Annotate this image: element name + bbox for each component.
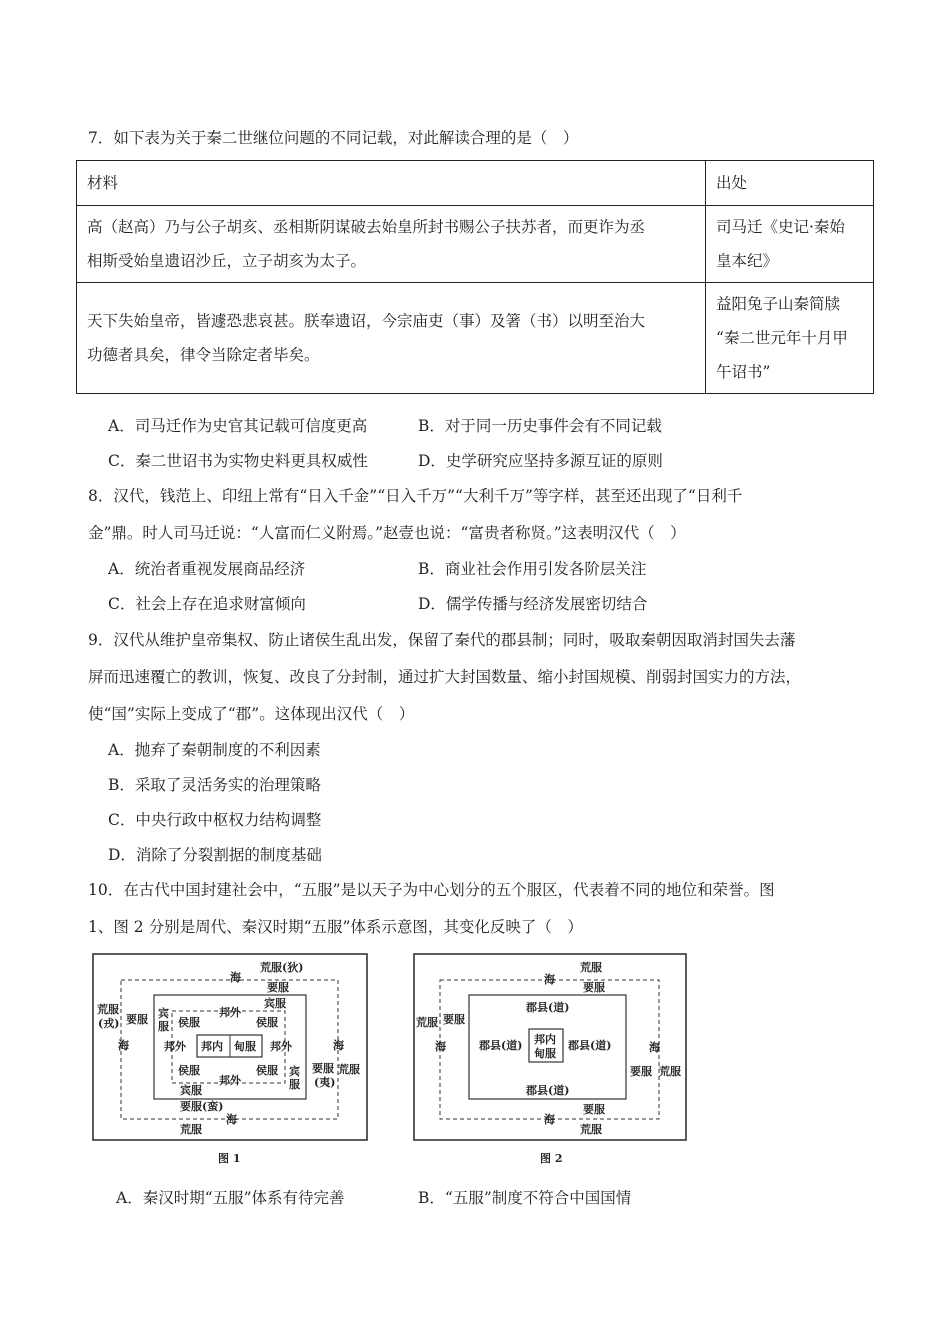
fig1-label: 荒服: [338, 1063, 360, 1076]
q9-stem-line: 屏而迅速覆亡的教训，恢复、改良了分封制，通过扩大封国数量、缩小封国规模、削弱封国实力的方法，: [88, 668, 802, 686]
material-line: 高（赵高）乃与公子胡亥、丞相斯阴谋破去始皇所封书赐公子扶苏者，而更诈为丞: [87, 218, 646, 236]
table-cell-material: [77, 283, 706, 394]
fig1-label: 甸服: [234, 1040, 256, 1053]
fig1-label: 侯服: [178, 1064, 200, 1077]
fig1-label: 要服(蛮): [180, 1100, 224, 1113]
figure-1-svg: [92, 953, 368, 1141]
q8-option-a[interactable]: A．统治者重视发展商品经济: [108, 560, 306, 578]
table-row: [77, 283, 874, 394]
q10-option-a[interactable]: A．秦汉时期“五服”体系有待完善: [116, 1189, 345, 1207]
q9-option-b[interactable]: B．采取了灵活务实的治理策略: [108, 776, 321, 794]
fig2-label: 海: [544, 1113, 555, 1126]
q7-option-d[interactable]: D．史学研究应坚持多源互证的原则: [418, 452, 663, 470]
fig2-label: 郡县(道): [526, 1001, 570, 1014]
fig1-label: 要服: [312, 1062, 334, 1075]
figure-2-svg: [413, 953, 687, 1141]
fig1-label: 邦外: [270, 1040, 292, 1053]
fig2-label: 要服: [630, 1065, 652, 1078]
fig1-label: 服: [158, 1020, 169, 1033]
fig2-label: 邦内: [534, 1033, 556, 1046]
fig1-label: 荒服: [97, 1003, 119, 1016]
fig2-label: 荒服: [659, 1065, 681, 1078]
table-header-row: [77, 161, 874, 206]
q7-option-c[interactable]: C．秦二世诏书为实物史料更具权威性: [108, 452, 368, 470]
fig2-label: 甸服: [534, 1047, 556, 1060]
fig1-label: 海: [230, 971, 241, 984]
source-line: 司马迁《史记·秦始: [716, 218, 845, 236]
fig1-label: 侯服: [256, 1064, 278, 1077]
q7-source-table: [76, 160, 874, 394]
q7-stem: 7．如下表为关于秦二世继位问题的不同记载，对此解读合理的是（ ）: [88, 129, 579, 147]
fig1-label: 宾: [158, 1007, 169, 1020]
fig1-label: 邦外: [164, 1040, 186, 1053]
q7-option-b[interactable]: B．对于同一历史事件会有不同记载: [418, 417, 662, 435]
table-row: [77, 206, 874, 283]
fig1-label: 侯服: [256, 1016, 278, 1029]
figure-2-caption: 图 2: [540, 1152, 563, 1165]
fig1-label: 要服: [126, 1013, 148, 1026]
table-header-material: 材料: [77, 161, 706, 206]
fig1-label: 海: [226, 1113, 237, 1126]
fig2-label: 荒服: [416, 1016, 438, 1029]
q9-option-c[interactable]: C．中央行政中枢权力结构调整: [108, 811, 322, 829]
source-line: 午诏书”: [716, 363, 771, 381]
table-cell-source: [706, 206, 874, 283]
source-line: 皇本纪》: [716, 252, 779, 270]
fig1-label: 荒服(狄): [260, 961, 304, 974]
q8-option-b[interactable]: B．商业社会作用引发各阶层关注: [418, 560, 647, 578]
fig1-label: 宾服: [264, 997, 286, 1010]
table-header-source: 出处: [706, 161, 874, 206]
fig1-label: 宾: [289, 1065, 300, 1078]
fig1-label: (夷): [314, 1076, 336, 1089]
figure-2-diagram: [413, 953, 687, 1145]
q9-option-d[interactable]: D．消除了分裂割据的制度基础: [108, 846, 322, 864]
q8-stem-line: 金”鼎。时人司马迁说：“人富而仁义附焉。”赵壹也说：“富贵者称贤。”这表明汉代（ ）: [88, 524, 686, 542]
fig2-label: 郡县(道): [568, 1039, 612, 1052]
material-line: 功德者具矣，律令当除定者毕矣。: [87, 346, 320, 364]
figure-1-caption: 图 1: [218, 1152, 241, 1165]
fig1-label: 服: [289, 1078, 300, 1091]
q9-stem-line: 9．汉代从维护皇帝集权、防止诸侯生乱出发，保留了秦代的郡县制；同时，吸取秦朝因取消封国失去藩: [88, 631, 796, 649]
fig2-label: 要服: [583, 981, 605, 994]
table-cell-material: [77, 206, 706, 283]
source-line: 益阳兔子山秦简牍: [716, 295, 841, 313]
q10-stem-line: 10．在古代中国封建社会中，“五服”是以天子为中心划分的五个服区，代表着不同的地位和荣誉。图: [88, 881, 775, 899]
fig1-label: 荒服: [180, 1123, 202, 1136]
fig1-label: 邦外: [219, 1074, 241, 1087]
fig1-label: 邦内: [201, 1040, 223, 1053]
material-line: 天下失始皇帝，皆遽恐悲哀甚。朕奉遗诏，今宗庙吏（事）及箸（书）以明至治大: [87, 312, 646, 330]
fig1-label: 宾服: [180, 1084, 202, 1097]
fig2-label: 要服: [583, 1103, 605, 1116]
material-line: 相斯受始皇遗诏沙丘，立子胡亥为太子。: [87, 252, 367, 270]
q10-stem-line: 1、图 2 分别是周代、秦汉时期“五服”体系示意图，其变化反映了（ ）: [88, 918, 583, 936]
q8-option-c[interactable]: C．社会上存在追求财富倾向: [108, 595, 306, 613]
fig2-label: 郡县(道): [526, 1084, 570, 1097]
fig1-label: 邦外: [219, 1006, 241, 1019]
q8-stem-line: 8．汉代，钱范上、印纽上常有“日入千金”“日入千万”“大利千万”等字样，甚至还出现了“日利千: [88, 487, 743, 505]
q10-option-b[interactable]: B．“五服”制度不符合中国国情: [418, 1189, 632, 1207]
q8-option-d[interactable]: D．儒学传播与经济发展密切结合: [418, 595, 648, 613]
fig2-label: 郡县(道): [479, 1039, 523, 1052]
fig1-label: 侯服: [178, 1016, 200, 1029]
fig1-label: (戎): [98, 1017, 120, 1030]
fig2-label: 海: [435, 1040, 446, 1053]
fig2-label: 海: [544, 973, 555, 986]
q9-stem-line: 使“国”实际上变成了“郡”。这体现出汉代（ ）: [88, 705, 415, 723]
fig1-label: 海: [333, 1039, 344, 1052]
fig1-label: 要服: [267, 981, 289, 994]
figure-1-diagram: [92, 953, 368, 1145]
q7-option-a[interactable]: A．司马迁作为史官其记载可信度更高: [108, 417, 368, 435]
q9-option-a[interactable]: A．抛弃了秦朝制度的不利因素: [108, 741, 321, 759]
fig2-label: 荒服: [580, 1123, 602, 1136]
table-cell-source: [706, 283, 874, 394]
fig2-label: 海: [649, 1041, 660, 1054]
fig2-label: 荒服: [580, 961, 602, 974]
fig2-label: 要服: [443, 1013, 465, 1026]
source-line: “秦二世元年十月甲: [716, 329, 848, 347]
fig1-label: 海: [118, 1039, 129, 1052]
